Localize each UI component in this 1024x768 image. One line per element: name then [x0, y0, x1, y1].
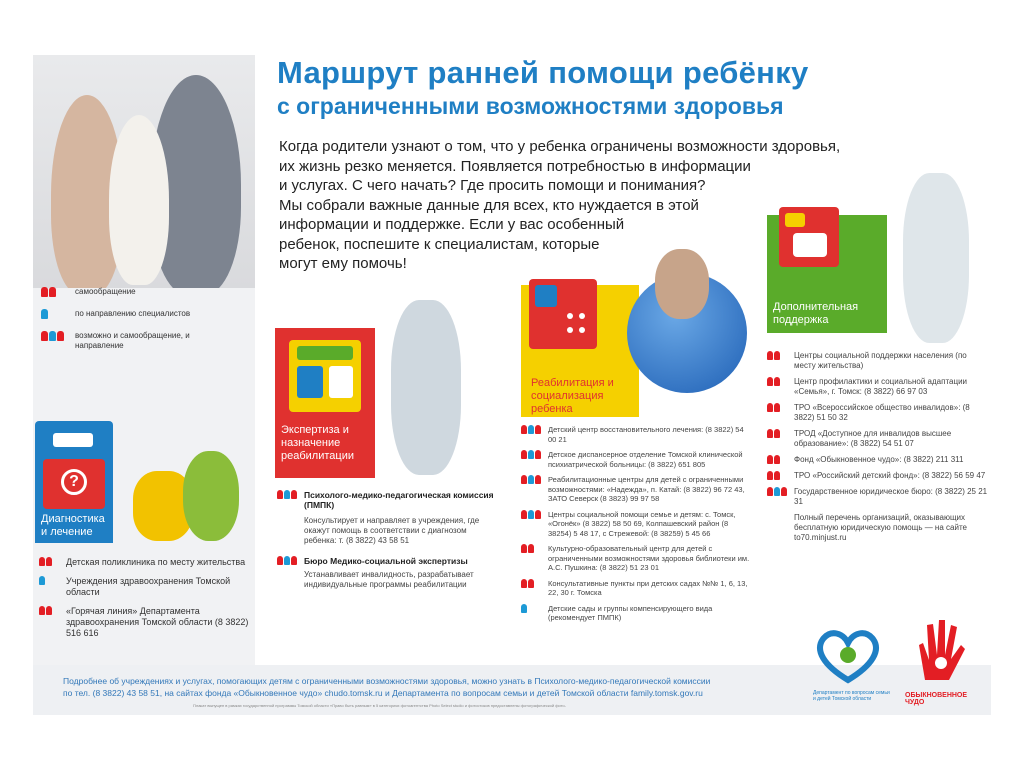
list-item: Центр профилактики и социальной адаптации «Семья», г. Томск: (8 3822) 66 97 03 [767, 377, 989, 397]
page-subtitle: с ограниченными возможностями здоровья [277, 93, 784, 119]
legend-item-both: возможно и самообращение, и направление [41, 331, 251, 351]
family-red-icon [39, 557, 61, 568]
toddler-figure [391, 300, 461, 475]
list-item: Детская поликлиника по месту жительства [39, 557, 249, 568]
list-item: Бюро Медико-социальной экспертизы Устанавливает инвалидность, разрабатывает индивидуальные программы реабилитации [277, 556, 499, 590]
dice-cube-icon [529, 279, 597, 349]
legend [41, 287, 251, 363]
family-red-icon [767, 455, 789, 465]
family-mixed-icon [521, 450, 543, 469]
list-item: Детские сады и группы компенсирующего вида (рекомендует ПМПК) [521, 604, 751, 623]
legend-item-referral: по направлению специалистов [41, 309, 251, 319]
list-item: Государственное юридическое бюро: (8 3822) 25 21 31 [767, 487, 989, 507]
person-blue-icon [39, 576, 61, 598]
family-mixed-icon [277, 556, 299, 590]
list-item: Центры социальной помощи семье и детям: с. Томск, «Огонёк» (8 3822) 58 50 69, Колпашевский район (8 38254) 5 48 17, с Стрежевой: (8 38259) 5 45 66 [521, 510, 751, 539]
expertise-title: Экспертиза и назначение реабилитации [281, 424, 354, 462]
list-item: ТРО «Российский детский фонд»: (8 3822) 56 59 47 [767, 471, 989, 481]
wheelchair-cube-icon: ? [35, 421, 113, 531]
legend-item-self: самообращение [41, 287, 251, 297]
person-blue-icon [41, 309, 69, 319]
rehab-list [521, 425, 751, 629]
list-item: Культурно-образовательный центр для детей с ограниченными возможностями здоровья библиотеки им. А.С. Пушкина: (8 3822) 51 23 01 [521, 544, 751, 573]
list-item: ТРОД «Доступное для инвалидов высшее образование»: (8 3822) 54 51 07 [767, 429, 989, 449]
family-photo [33, 55, 255, 288]
red-hand-icon [905, 615, 975, 685]
left-column [33, 55, 255, 665]
rehab-section [517, 245, 753, 665]
diagnostics-section [33, 421, 255, 665]
family-mixed-icon [277, 490, 299, 546]
intro-text: Когда родители узнают о том, что у ребенка ограничены возможности здоровья, их жизнь резко меняется. Появляется потребностью в информации и услугах. С чего начать? Где просить помощи и понимания? Мы собрали важные данные для всех, кто нуждается в этой информации и поддержке. Если у вас особенный ребенок, поспешите к специалистам, которые могут ему помочь! [279, 138, 841, 272]
list-item: Детский центр восстановительного лечения: (8 3822) 54 00 21 [521, 425, 751, 444]
sign-language-cube-icon [779, 207, 839, 267]
person-blue-icon [521, 604, 543, 623]
footer-text: Подробнее об учреждениях и услугах, помогающих детям с ограниченными возможностями здоровья, можно узнать в Психолого-медико-педагогической комиссии по тел. (8 3822) 43 58 51, на сайтах фонда «Обыкновенное чудо» chudo.tomsk.ru и Департамента по вопросам семьи и детей Томской области family.tomsk.gov.ru [63, 676, 711, 698]
support-section [763, 173, 991, 665]
expertise-section [271, 300, 499, 665]
list-item: Центры социальной поддержки населения (по месту жительства) [767, 351, 989, 371]
family-red-icon [521, 579, 543, 598]
rehab-title: Реабилитация и социализация ребенка [531, 377, 614, 415]
baby-figure [109, 115, 169, 285]
family-mixed-icon [521, 425, 543, 444]
support-closing: Полный перечень организаций, оказывающих бесплатную юридическую помощь — на сайте to70.minjust.ru [794, 513, 967, 542]
family-red-icon [767, 403, 789, 423]
list-item: Реабилитационные центры для детей с ограниченными возможностями: «Надежда», п. Катай: (8 3822) 96 72 43, ЗАТО Северск (8 3823) 99 97 58 [521, 475, 751, 504]
list-item: Фонд «Обыкновенное чудо»: (8 3822) 211 311 [767, 455, 989, 465]
family-mixed-icon [767, 487, 789, 507]
family-mixed-icon [521, 510, 543, 539]
family-red-icon [39, 606, 61, 639]
department-logo: Департамент по вопросам семьи и детей Томской области [813, 625, 903, 713]
footer-credits: Плакат выпущен в рамках государственной программы Томской области «Право быть равным» в 5 категориях фотоагентства Photo Select studio и фотостоков предоставлены фотографической фото- [193, 703, 566, 708]
diagnostics-title: Диагностика и лечение [35, 509, 113, 543]
family-red-icon [767, 429, 789, 449]
list-item: Психолого-медико-педагогическая комиссия (ПМПК) Консультирует и направляет в учреждения, где окажут помощь в соответствии с диагнозом ребенка: т. (8 3822) 43 58 51 [277, 490, 499, 546]
family-red-icon [521, 544, 543, 573]
family-mixed-icon [41, 331, 69, 341]
list-item: Детское диспансерное отделение Томской клинической психиатрической больницы: (8 3822) 651 805 [521, 450, 751, 469]
hearing-cube-icon [289, 340, 361, 412]
list-item: «Горячая линия» Департамента здравоохранения Томской области (8 3822) 516 616 [39, 606, 249, 639]
heart-family-icon [813, 625, 883, 685]
family-red-icon [767, 351, 789, 371]
family-red-icon [41, 287, 69, 297]
page-title: Маршрут ранней помощи ребёнку [277, 55, 809, 90]
family-mixed-icon [521, 475, 543, 504]
poster [33, 55, 991, 715]
diagnostics-list [39, 557, 249, 647]
girl-figure [903, 173, 969, 343]
list-item: Учреждения здравоохранения Томской области [39, 576, 249, 598]
boy-figure [655, 249, 709, 319]
support-list [767, 351, 989, 543]
fund-logo: ОБЫКНОВЕННОЕ ЧУДО [905, 615, 985, 715]
support-title: Дополнительная поддержка [773, 301, 859, 326]
family-red-icon [767, 471, 789, 481]
list-item: Консультативные пункты при детских садах №№ 1, 6, 13, 22, 30 г. Томска [521, 579, 751, 598]
list-item: ТРО «Всероссийское общество инвалидов»: (8 3822) 51 50 32 [767, 403, 989, 423]
child-figure [183, 451, 239, 541]
family-red-icon [767, 377, 789, 397]
expertise-list [277, 490, 499, 596]
